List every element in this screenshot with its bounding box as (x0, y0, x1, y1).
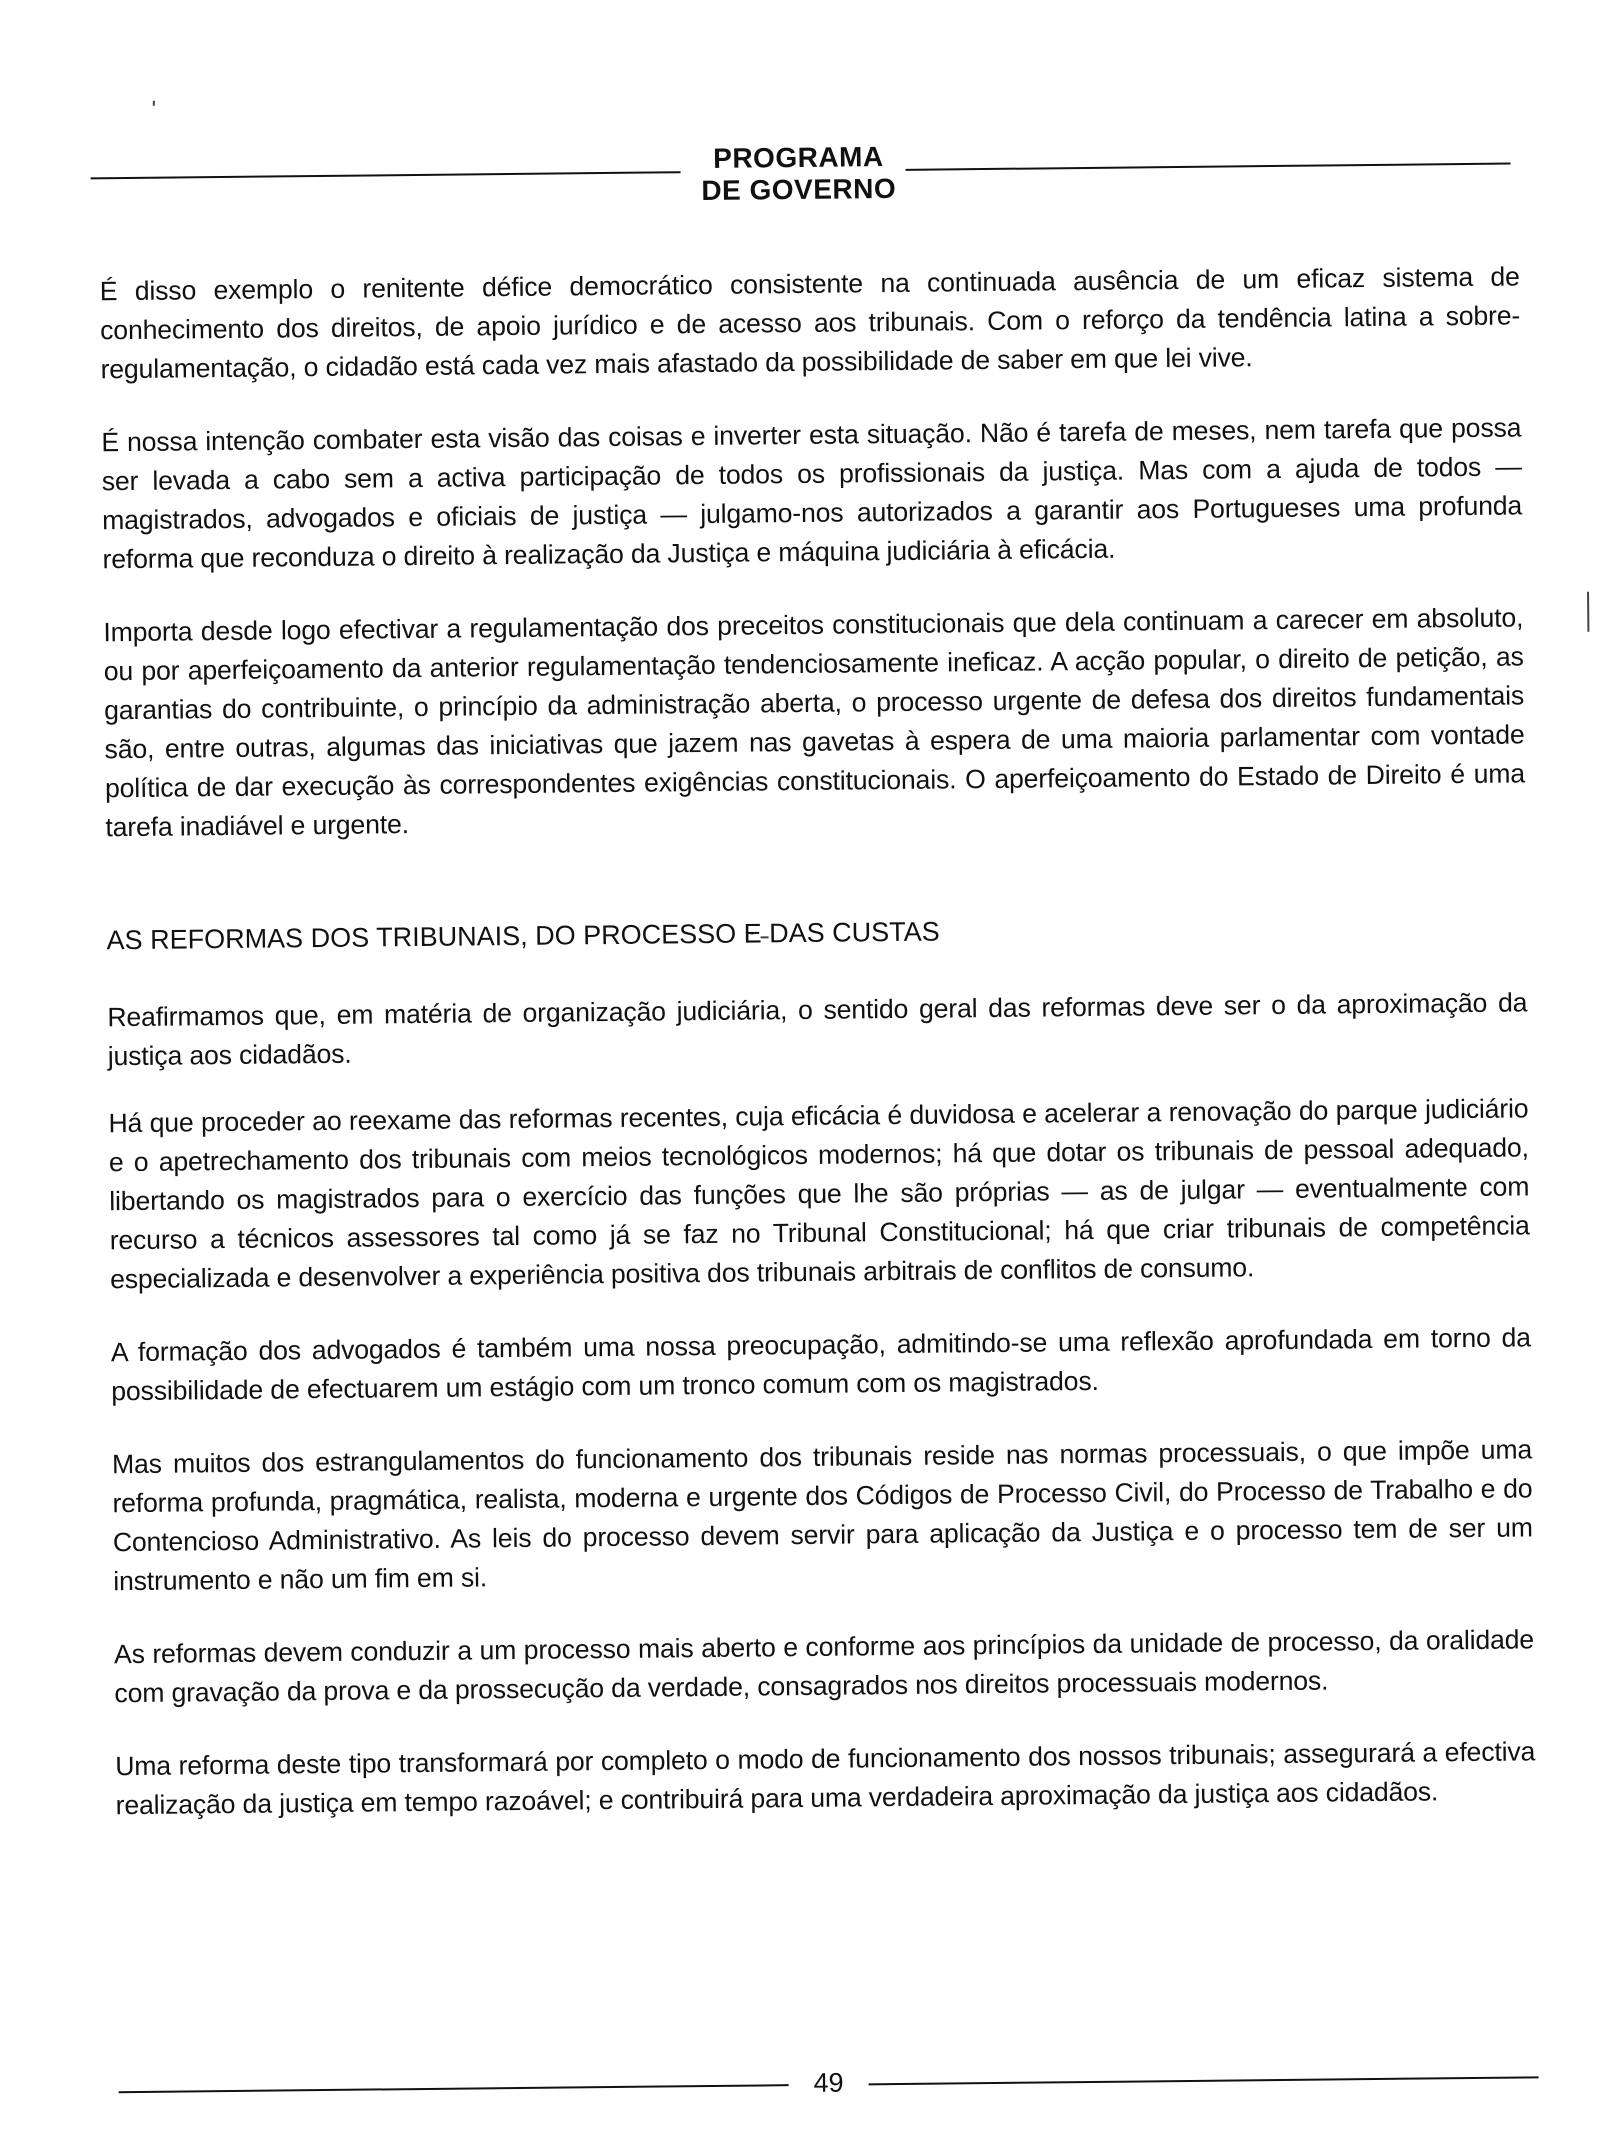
paragraph: Reafirmamos que, em matéria de organização judiciária, o sentido geral das reformas deve ser o da aproximação da justiça aos cidadãos. (107, 987, 1528, 1072)
footer-rule-left (119, 2084, 789, 2093)
header-title-line2: DE GOVERNO (701, 172, 897, 206)
scan-speck (153, 101, 155, 106)
document-body (100, 257, 1537, 1859)
footer-rule-right (869, 2076, 1539, 2085)
paragraph: As reformas devem conduzir a um processo mais aberto e conforme aos princípios da unidade de processo, da oralidade com gravação da prova e da prossecução da verdade, consagrados nos direitos processuais modernos. (113, 1624, 1535, 1709)
paragraph: A formação dos advogados é também uma nossa preocupação, admitindo-se uma reflexão aprofundada em torno da possibilidade de efectuarem um estágio com um tronco comum com os magistrados. (110, 1322, 1531, 1407)
header-title-line1: PROGRAMA (713, 141, 884, 174)
section-heading: AS REFORMAS DOS TRIBUNAIS, DO PROCESSO E DAS CUSTAS (106, 916, 940, 956)
paragraph: É nossa intenção combater esta visão das coisas e inverter esta situação. Não é tarefa de meses, nem tarefa que possa ser levada a cabo sem a activa participação de todos os profissionais da justiça. Mas com a ajuda de todos — magistrados, advogados e oficiais de justiça — julgamo-nos autorizados a garantir aos Portugueses uma profunda reforma que reconduza o direito à realização da Justiça e máquina judiciária à eficácia. (101, 412, 1523, 575)
paragraph: Uma reforma deste tipo transformará por completo o modo de funcionamento dos nossos tribunais; assegurará a efectiva realização da justiça em tempo razoável; e contribuirá para uma verdadeira aproximação da justiça aos cidadãos. (115, 1736, 1536, 1821)
page-header (90, 135, 1511, 220)
header-rule-left (91, 171, 681, 179)
scan-speck (1587, 592, 1589, 632)
header-title (698, 141, 899, 207)
paragraph: Mas muitos dos estrangulamentos do funcionamento dos tribunais reside nas normas processuais, o que impõe uma reforma profunda, pragmática, realista, moderna e urgente dos Códigos de Processo Civil, do Processo de Trabalho e do Contencioso Administrativo. As leis do processo devem servir para aplicação da Justiça e o processo tem de ser um instrumento e não um fim em si. (111, 1434, 1533, 1597)
paragraph: É disso exemplo o renitente défice democrático consistente na continuada ausência de um eficaz sistema de conhecimento dos direitos, de apoio jurídico e de acesso aos tribunais. Com o reforço da tendência latina a sobre-regulamentação, o cidadão está cada vez mais afastado da possibilidade de saber em que lei vive. (99, 261, 1521, 385)
paragraph: Importa desde logo efectivar a regulamentação dos preceitos constitucionais que dela continuam a carecer em absoluto, ou por aperfeiçoamento da anterior regulamentação tendenciosamente ineficaz. A acção popular, o direito de petição, as garantias do contribuinte, o princípio da administração aberta, o processo urgente de defesa dos direitos fundamentais são, entre outras, algumas das iniciativas que jazem nas gavetas à espera de uma maioria parlamentar com vontade política de dar execução às correspondentes exigências constitucionais. O aperfeiçoamento do Estado de Direito é uma tarefa inadiável e urgente. (103, 602, 1526, 843)
header-rule-right (906, 163, 1511, 171)
page-number: 49 (813, 2067, 844, 2098)
paragraph: Há que proceder ao reexame das reformas recentes, cuja eficácia é duvidosa e acelerar a renovação do parque judiciário e o apetrechamento dos tribunais com meios tecnológicos modernos; há que dotar os tribunais de pessoal adequado, libertando os magistrados para o exercício das funções que lhe são próprias — as de julgar — eventualmente com recurso a técnicos assessores tal como já se faz no Tribunal Constitucional; há que criar tribunais de competência especializada e desenvolver a experiência positiva dos tribunais arbitrais de conflitos de consumo. (108, 1093, 1530, 1295)
page-footer (118, 2056, 1538, 2111)
